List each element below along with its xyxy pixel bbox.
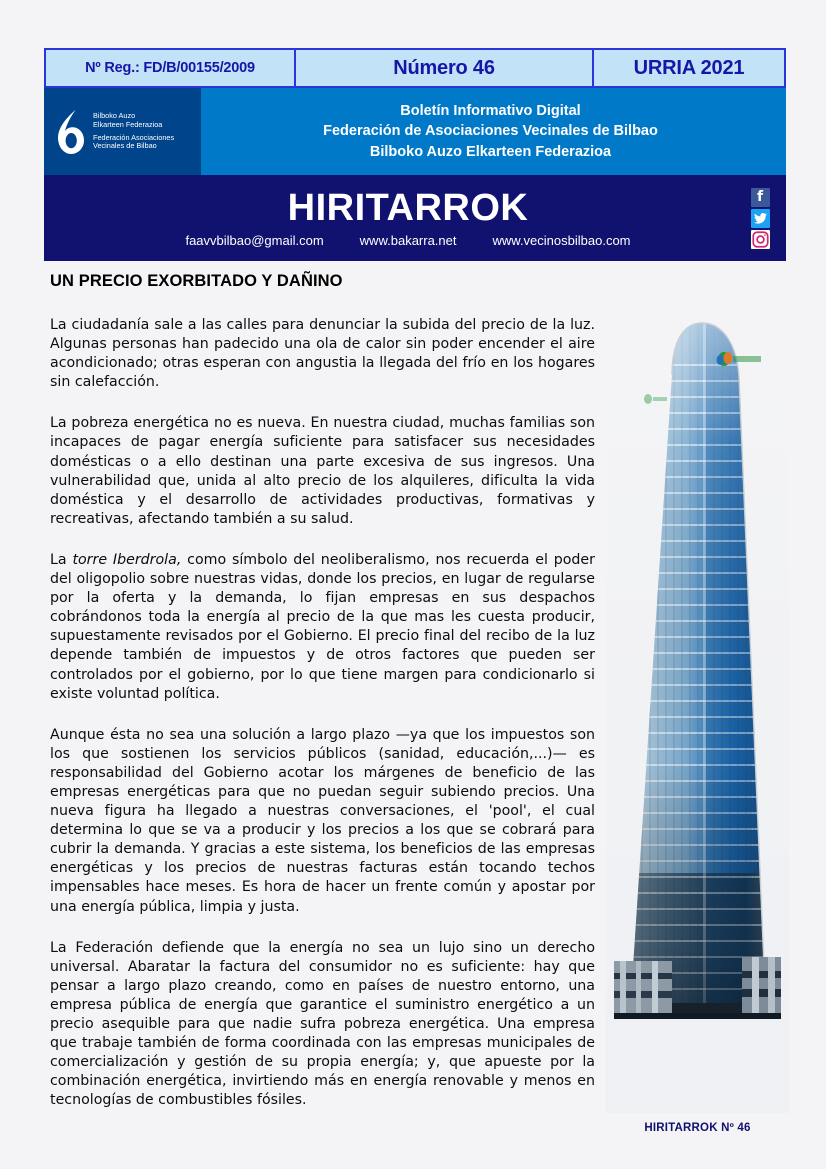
tower-illustration — [606, 313, 789, 1113]
paragraph-4: Aunque ésta no sea una solución a largo plazo —ya que los impuestos son los que sostienen los servicios públicos (sanidad, educación,...)— es responsabilidad del Gobierno acotar los márgenes de beneficio de las empresas energéticas para que no puedan seguir subiendo precios. Una nueva figura ha llegado a nuestras conversaciones, el 'pool', el cual determina lo que se va a producir y los precios a los que se cobrará para cubrir la demanda. Y gracias a este sistema, los beneficios de las empresas energéticas y los precios de nuestras facturas están tocando techos impensables hace meses. Es hora de hacer un frente común y apostar por una energía pública, limpia y justa. — [50, 726, 595, 915]
masthead — [44, 88, 786, 175]
email-link[interactable]: faavvbilbao@gmail.com — [185, 232, 324, 248]
banner-content — [44, 186, 742, 248]
social-links — [742, 188, 786, 249]
article-headline: UN PRECIO EXORBITADO Y DAÑINO — [50, 272, 343, 290]
article-body — [50, 316, 595, 1110]
contact-links — [185, 233, 630, 248]
p3-italic-iberdrola: torre Iberdrola, — [72, 551, 182, 568]
twitter-icon[interactable] — [751, 209, 770, 228]
header-info-bar — [44, 48, 786, 88]
p3-after: como símbolo del neoliberalismo, nos recuerda el poder del oligopolio sobre nuestras vidas, donde los precios, en lugar de regularse por la oferta y la demanda, lo fijan empresas en sus despachos cobrándonos toda la energía al precio de la que mas les cuesta producir, supuestamente revisados por el Gobierno. El precio final del recibo de la luz depende también de impuestos y de otros factores que pueden ser controlados por el gobierno, por lo que tiene margen para condicionarlo si existe voluntad política. — [50, 551, 595, 702]
logo-es-line2: Vecinales de Bilbao — [93, 141, 157, 151]
masthead-line-3: Bilboko Auzo Elkarteen Federazioa — [369, 143, 612, 160]
instagram-camera-glyph — [752, 231, 769, 248]
paragraph-1: La ciudadanía sale a las calles para denunciar la subida del precio de la luz. Algunas personas han padecido una ola de calor sin poder encender el aire acondicionado; otras esperan con angustia la llegada del frío en los hogares sin calefacción. — [50, 317, 595, 391]
banner — [44, 175, 786, 261]
logo-wordmark — [93, 112, 174, 152]
photo-caption: HIRITARROK Nº 46 — [644, 1122, 751, 1134]
publication-title: HIRITARROK — [287, 186, 529, 229]
facebook-icon[interactable]: f — [751, 188, 770, 207]
federation-logo — [44, 88, 201, 175]
iberdrola-tower-photo — [606, 313, 789, 1113]
instagram-icon[interactable] — [751, 230, 770, 249]
p3-before: La — [50, 551, 73, 568]
website-link-vecinosbilbao[interactable]: www.vecinosbilbao.com — [492, 232, 631, 248]
logo-es-line1: Federación Asociaciones — [93, 132, 175, 142]
issue-date: URRIA 2021 — [633, 56, 745, 79]
flame-drop-logo-icon — [56, 109, 86, 155]
masthead-line-1: Boletín Informativo Digital — [400, 102, 581, 119]
masthead-title-block — [201, 88, 786, 175]
paragraph-5: La Federación defiende que la energía no sea un lujo sino un derecho universal. Abaratar la factura del consumidor no es suficiente: hay que pensar a largo plazo creando, como en países de nuestro entorno, una empresa pública de energía que garantice el suministro energético a un precio asequible para que nadie sufra pobreza energética. Una empresa que trabaje también de forma coordinada con las empresas municipales de comercialización y gestión de su propia energía; y, que apueste por la combinación energética, invirtiendo más en energía renovable y menos en tecnologías de combustibles fósiles. — [50, 939, 595, 1109]
issue-number: Número 46 — [296, 50, 594, 86]
logo-eu-line1: Bilboko Auzo — [93, 110, 136, 120]
logo-eu-line2: Elkarteen Federazioa — [93, 119, 163, 129]
masthead-line-2: Federación de Asociaciones Vecinales de Bilbao — [323, 123, 658, 140]
twitter-bird-glyph — [754, 213, 767, 224]
paragraph-3 — [50, 551, 595, 704]
website-link-bakarra[interactable]: www.bakarra.net — [359, 232, 457, 248]
paragraph-2: La pobreza energética no es nueva. En nuestra ciudad, muchas familias son incapaces de pagar energía suficiente para satisfacer sus necesidades domésticas o a ello destinan una parte excesiva de sus ingresos. Una vulnerabilidad que, unida al alto precio de los alquileres, dificulta la vida doméstica y el desarrollo de actividades productivas, formativas y recreativas, afectando también a su salud. — [50, 415, 595, 527]
registration-number: Nº Reg.: FD/B/00155/2009 — [46, 50, 296, 86]
